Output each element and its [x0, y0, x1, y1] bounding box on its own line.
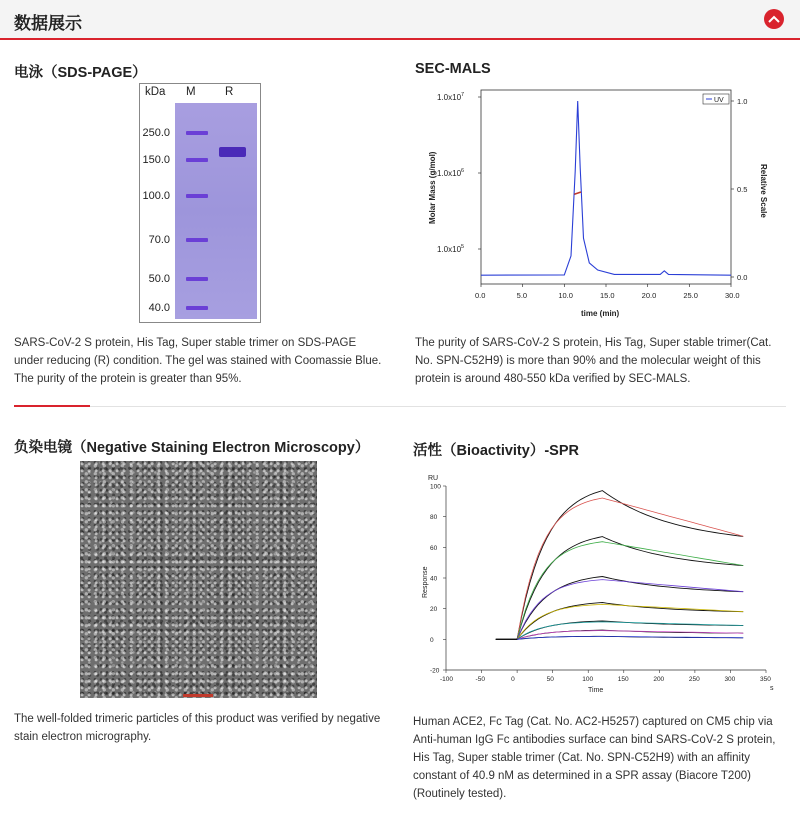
spr-chart [410, 470, 790, 700]
section-title: 数据展示 [14, 14, 82, 33]
collapse-button[interactable] [764, 9, 784, 29]
spr-x-tick: -50 [475, 676, 485, 683]
gel-ladder-label: 50.0 [148, 273, 170, 285]
sec-mals-title: SEC-MALS [415, 61, 491, 77]
spr-sensorgram-1 [496, 491, 743, 640]
gel-ladder-label: 100.0 [142, 190, 170, 202]
section-header [0, 0, 800, 40]
section-divider [14, 406, 786, 407]
spr-sensorgram-2 [496, 537, 743, 640]
sec-y-tick: $1.0x10^7$ [437, 92, 465, 102]
gel-lane-reducing: R [225, 86, 234, 98]
spr-fit-1 [517, 498, 743, 639]
spr-fit-3 [517, 580, 743, 640]
sec-x-tick: 25.0 [683, 291, 698, 300]
spr-y-tick: 20 [430, 606, 438, 614]
spr-caption: Human ACE2, Fc Tag (Cat. No. AC2-H5257) captured on CM5 chip via Anti-human IgG Fc antibodies surface can bind SARS-CoV-2 S protein, His Tag, Super stable trimer (Cat. No. SPN-C52H9) with an affinity constant of 40.9 nM as determined in a SPR assay (Biacore T200) (Routinely tested). [413, 716, 776, 800]
sec-x-tick: 15.0 [600, 291, 615, 300]
gel-lane-area [175, 103, 257, 319]
em-scale-bar [183, 694, 213, 697]
sec-x-label: time (min) [581, 309, 620, 318]
ns-em-title: 负染电镜（Negative Staining Electron Microscopy） [14, 440, 370, 456]
marker-band [186, 238, 208, 242]
spr-sensorgram-4 [496, 603, 743, 640]
spr-title: 活性（Bioactivity）-SPR [413, 443, 579, 459]
marker-band [186, 194, 208, 198]
spr-y-tick: 100 [430, 483, 441, 491]
marker-band [186, 277, 208, 281]
marker-band [186, 306, 208, 310]
sec-x-tick: 5.0 [516, 291, 528, 300]
spr-y-tick: 80 [430, 514, 438, 522]
em-micrograph [80, 461, 317, 698]
marker-band [186, 158, 208, 162]
spr-x-unit: s [770, 685, 774, 692]
sec-x-tick: 0.0 [475, 291, 486, 300]
spr-x-tick: 350 [760, 676, 771, 683]
divider-accent [14, 405, 90, 407]
spr-x-tick: -100 [440, 676, 454, 683]
sec-x-tick: 30.0 [725, 291, 740, 300]
sec-y2-label: Relative Scale [759, 164, 768, 218]
spr-y-tick: 40 [430, 575, 438, 583]
sec-x-tick: 10.0 [558, 291, 573, 300]
spr-x-tick: 300 [724, 676, 736, 683]
spr-x-tick: 50 [546, 676, 554, 683]
spr-y-tick: 60 [430, 544, 438, 552]
gel-ladder-label: 70.0 [148, 234, 170, 246]
spr-x-tick: 200 [653, 676, 665, 683]
chevron-up-icon [768, 14, 780, 24]
sec-legend-label: UV [714, 97, 724, 104]
spr-y-label: Response [422, 566, 429, 598]
gel-lane-marker: M [186, 86, 196, 98]
spr-fit-4 [517, 604, 743, 639]
spr-x-tick: 150 [617, 676, 629, 683]
sample-band [219, 147, 246, 157]
gel-ladder-label: 250.0 [142, 127, 170, 139]
marker-band [186, 131, 208, 135]
sec-y2-tick: 0.5 [737, 185, 748, 194]
sec-y-label: Molar Mass (g/mol) [428, 151, 437, 224]
spr-fit-7 [517, 636, 743, 639]
sec-series-uv [481, 101, 731, 275]
sec-y2-tick: 1.0 [737, 97, 748, 106]
sec-y-tick: $1.0x10^5$ [437, 244, 465, 254]
sec-plot-frame [481, 90, 731, 284]
sds-page-caption: SARS-CoV-2 S protein, His Tag, Super stable trimer on SDS-PAGE under reducing (R) condition. The gel was stained with Coomassie Blue. The purity of the protein is greater than 95%. [14, 337, 382, 385]
sec-x-tick: 20.0 [641, 291, 657, 300]
gel-ladder-label: 150.0 [142, 154, 170, 166]
sec-y2-tick: 0.0 [737, 273, 748, 282]
spr-x-tick: 250 [688, 676, 700, 683]
sec-mals-chart [425, 84, 785, 324]
gel-ladder-label: 40.0 [148, 302, 170, 314]
sec-y-tick: $1.0x10^6$ [437, 168, 465, 178]
spr-y-tick: 0 [430, 636, 434, 644]
sec-series-mass [574, 192, 581, 194]
gel-lane-kda: kDa [145, 86, 166, 98]
spr-x-tick: 0 [511, 676, 515, 683]
spr-x-tick: 100 [582, 676, 594, 683]
spr-sensorgram-3 [496, 577, 743, 640]
sds-page-title: 电泳（SDS-PAGE） [14, 65, 147, 81]
spr-y-unit: RU [428, 475, 439, 482]
spr-y-tick: -20 [430, 667, 440, 675]
spr-x-label: Time [588, 687, 604, 694]
ns-em-caption: The well-folded trimeric particles of this product was verified by negative stain electron micrography. [14, 713, 381, 743]
sec-mals-caption: The purity of SARS-CoV-2 S protein, His Tag, Super stable trimer(Cat. No. SPN-C52H9) is more than 90% and the molecular weight of this protein is around 480-550 kDa verified by SEC-MALS. [415, 337, 772, 385]
